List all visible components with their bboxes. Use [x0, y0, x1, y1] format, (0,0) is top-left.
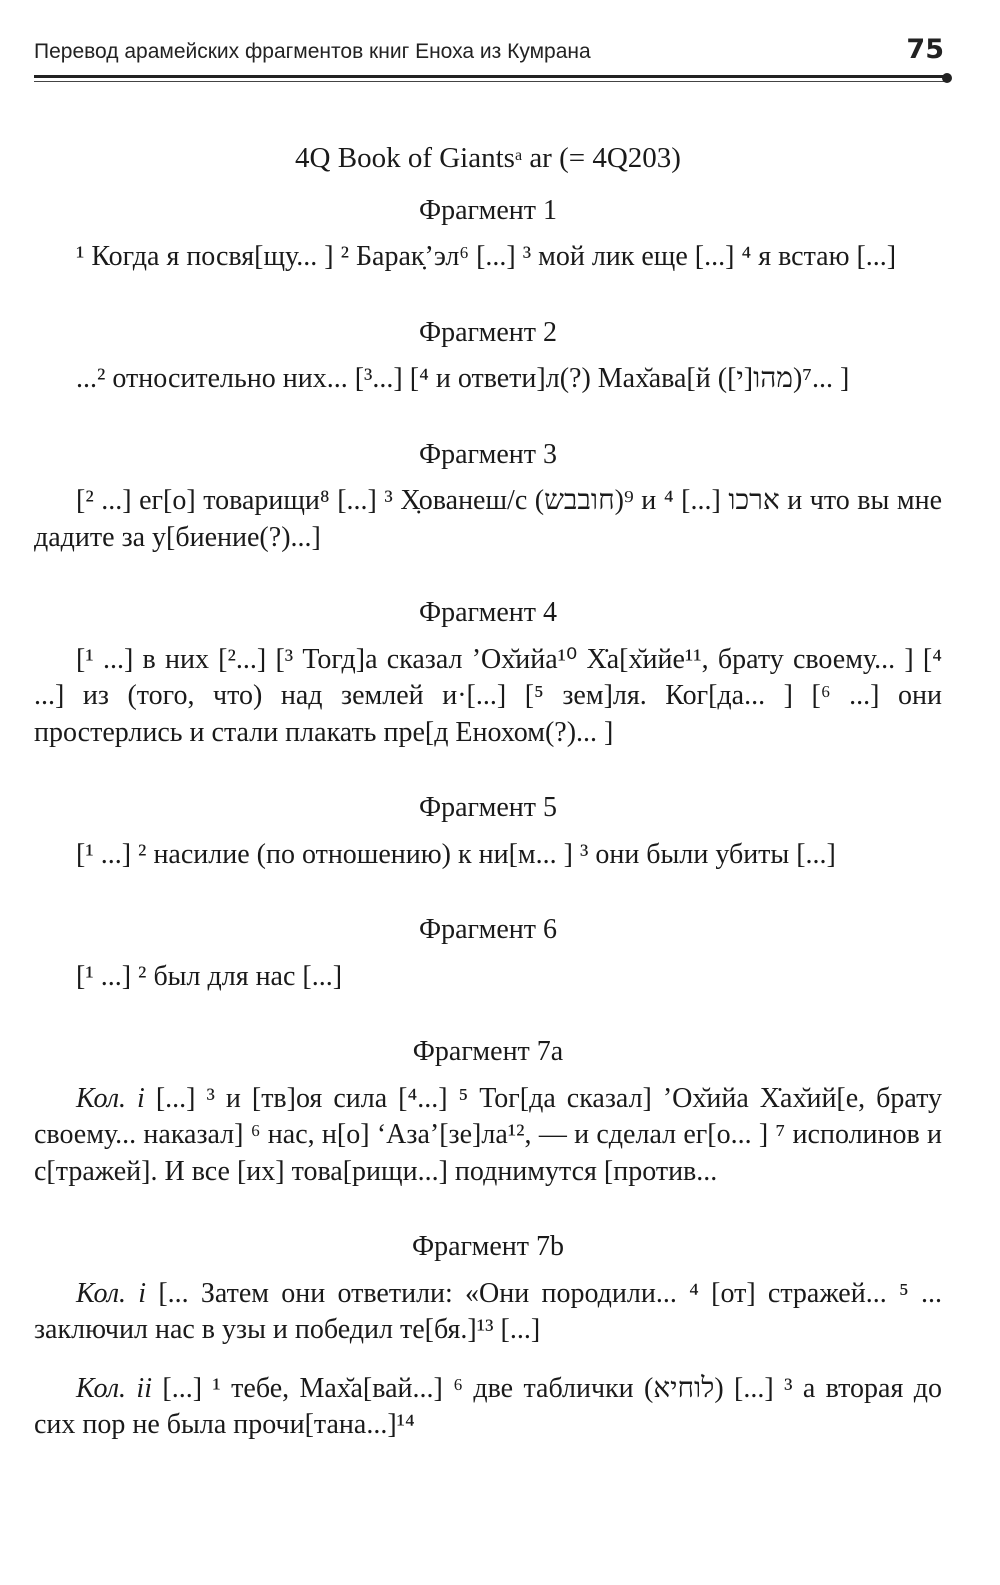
- fragment-heading: Фрагмент 2: [418, 316, 558, 348]
- document-title: [34, 140, 942, 177]
- running-title: Перевод арамейских фрагментов книг Еноха из Кумрана: [34, 40, 591, 63]
- title-main: 4Q Book of Giants: [295, 142, 515, 174]
- rule-end-dot: [942, 73, 952, 83]
- fragment-text: ¹ Когда я посвя[щу... ] ² Барак̣’эл⁶ [...] ³ мой лик еще [...] ⁴ я встаю [...]: [76, 241, 897, 272]
- page-number: 75: [906, 34, 944, 65]
- fragment-text: [34, 1276, 942, 1349]
- header-rule-thin: [34, 81, 950, 82]
- fragment-heading: Фрагмент 6: [418, 914, 558, 945]
- fragment-text: [² ...] ег[о] товарищи⁸ [...] ³ Х̣ованеш/с (חובבש)⁹ и ארכו [...] ⁴ и что вы мне дадите за у[биение(?)...]: [34, 485, 942, 553]
- column-label: Кол. i: [76, 1082, 145, 1114]
- fragment-text: [¹ ...] ² был для нас [...]: [76, 960, 343, 992]
- fragment-text: ...² относительно них... [³...] [⁴ и ответи]л(?) Мах̆ава[й ([י]מהו)⁷... ]: [76, 363, 850, 394]
- fragment-heading: Фрагмент 5: [418, 792, 558, 823]
- fragment-text: [34, 1371, 942, 1444]
- fragment-body: [...] ³ и [тв]оя сила [⁴...] ⁵ Тог[да сказал] ’Ох̆ийа Х̇ах̆ий[е, брату своему... наказал] ⁶ нас, н[о] ‘Аза’[зе]ла¹², — и сделал ег[о... ] ⁷ исполинов и с[тражей]. И все [их] това[рищи...] поднимутся [против...: [34, 1082, 942, 1187]
- header-rule: [34, 75, 950, 78]
- fragment-heading: Фрагмент 4: [418, 597, 558, 628]
- fragment-heading: Фрагмент 7а: [412, 1036, 564, 1067]
- fragment-heading: Фрагмент 3: [418, 438, 558, 470]
- fragment-body: [...] ¹ тебе, Мах̆а[вай...] ⁶ две таблички (לוחיא) [...] ³ а вторая до сих пор не была прочи[тана...]¹⁴: [34, 1372, 942, 1440]
- title-suffix: ar (= 4Q203): [522, 142, 681, 174]
- fragment-body: [... Затем они ответили: «Они породили... ⁴ [от] стражей... ⁵ ... заключил нас в узы и победил те[бя.]¹³ [...]: [34, 1277, 942, 1345]
- main-text: [34, 140, 942, 1483]
- fragment-text: [¹ ...] ² насилие (по отношению) к ни[м... ] ³ они были убиты [...]: [76, 838, 836, 870]
- fragment-text: [¹ ...] в них [²...] [³ Тогд]а сказал ’Ох̆ийа¹⁰ Х̇а[х̆ийе¹¹, брату своему... ] [⁴ ...] из (того, что) над землей и·[...] [⁵ зем]ля. Ког[да... ] [⁶ ...] они простерлись и стали плакать пре[д Енохом(?)... ]: [34, 643, 942, 748]
- title-superscript: a: [514, 147, 523, 164]
- fragment-heading: Фрагмент 7b: [411, 1231, 565, 1262]
- page-header: [34, 36, 954, 76]
- fragment-heading: Фрагмент 1: [418, 194, 558, 226]
- fragment-text: [34, 1081, 942, 1191]
- column-label: Кол. i: [76, 1277, 147, 1309]
- column-label: Кол. ii: [76, 1372, 152, 1404]
